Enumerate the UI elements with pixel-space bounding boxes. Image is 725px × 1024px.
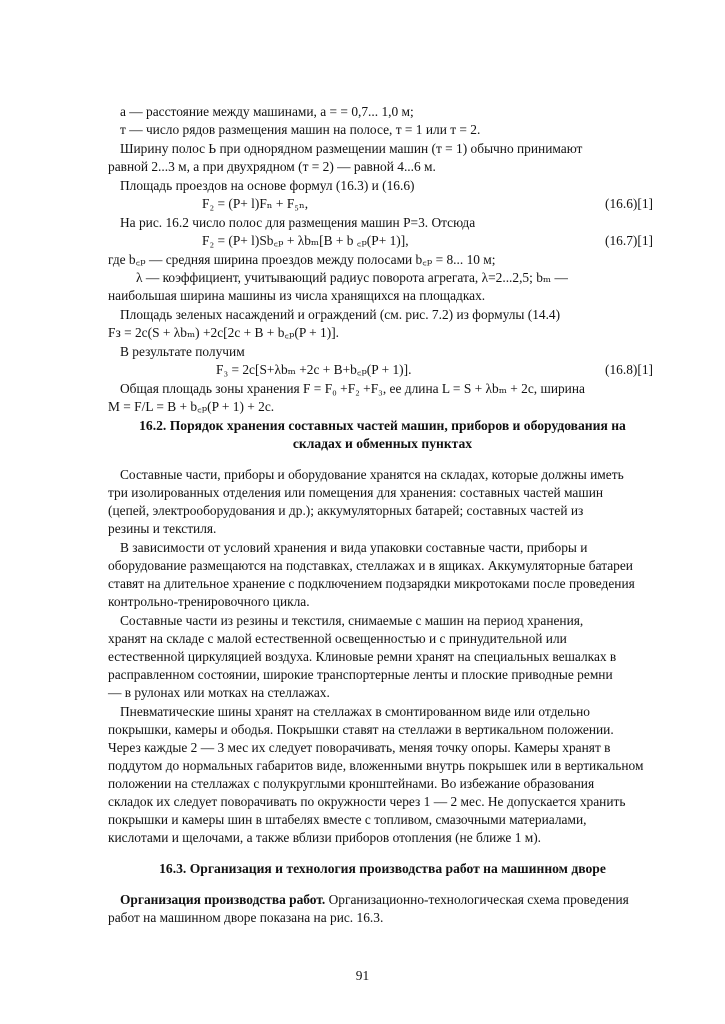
- text-line: В зависимости от условий хранения и вида упаковки составные части, приборы и: [120, 540, 588, 555]
- text-line: Через каждые 2 — 3 мес их следует поворачивать, меняя точку опоры. Камеры хранят в: [108, 740, 611, 755]
- page-number: 91: [355, 968, 370, 983]
- text-line: Площадь проездов на основе формул (16.3) и (16.6): [120, 178, 415, 193]
- text-line: В результате получим: [120, 344, 245, 359]
- text-line: Площадь зеленых насаждений и ограждений (см. рис. 7.2) из формулы (14.4): [120, 307, 561, 322]
- section-heading-16-3: 16.3. Организация и технология производства работ на машинном дворе: [159, 861, 606, 876]
- text-line: наибольшая ширина машины из числа хранящихся на площадках.: [108, 288, 486, 303]
- text-line: складок их следует поворачивать по окружности через 1 — 2 мес. Не допускается хранить: [108, 794, 626, 809]
- text-line: контрольно-тренировочного цикла.: [108, 594, 310, 609]
- text-line: т — число рядов размещения машин на полосе, т = 1 или т = 2.: [120, 122, 481, 137]
- text-line: — в рулонах или мотках на стеллажах.: [108, 685, 330, 700]
- text-line: оборудование размещаются на подставках, стеллажах и в ящиках. Аккумуляторные батареи: [108, 558, 633, 573]
- text-line: кислотами и щелочами, а также вблизи приборов отопления (не ближе 1 м).: [108, 830, 542, 845]
- lead-rest: Организационно-технологическая схема проведения: [325, 892, 629, 907]
- bold-lead: Организация производства работ.: [120, 892, 326, 907]
- text-line: Ширину полос Ь при однорядном размещении машин (т = 1) обычно принимают: [120, 141, 583, 156]
- text-line: поддутом до нормальных габаритов виде, вложенными внутрь покрышек или в вертикальном: [108, 758, 644, 773]
- text-line: Пневматические шины хранят на стеллажах в смонтированном виде или отдельно: [120, 704, 590, 719]
- equation-number: (16.6)[1]: [605, 196, 653, 211]
- text-line: Составные части из резины и текстиля, снимаемые с машин на период хранения,: [120, 613, 584, 628]
- text-line: расправленном состоянии, широкие транспортерные ленты и плоские приводные ремни: [108, 667, 613, 682]
- text-line: Fз = 2c(S + λbₘ) +2c[2c + B + b꜀ₚ(P + 1)].: [108, 325, 339, 340]
- text-line: три изолированных отделения или помещения для хранения: составных частей машин: [108, 485, 604, 500]
- text-line: [0, 891, 725, 909]
- equation-16-6: F₂ = (P+ l)Fₙ + F₅ₙ,: [202, 196, 309, 211]
- text-line: λ — коэффициент, учитывающий радиус поворота агрегата, λ=2...2,5; bₘ —: [136, 270, 568, 285]
- text-line: покрышки и камеры шин в штабелях вместе с топливом, смазочными материалами,: [108, 812, 587, 827]
- text-line: На рис. 16.2 число полос для размещения машин Р=3. Отсюда: [120, 215, 476, 230]
- text-line: хранят на складе с малой естественной освещенностью и с принудительной или: [108, 631, 567, 646]
- text-line: Составные части, приборы и оборудование хранятся на складах, которые должны иметь: [120, 467, 624, 482]
- equation-16-8: F₃ = 2c[S+λbₘ +2c + B+b꜀ₚ(P + 1)].: [216, 362, 412, 377]
- equation-16-7: F₂ = (P+ l)Sb꜀ₚ + λbₘ[B + b ꜀ₚ(P+ 1)],: [202, 233, 409, 248]
- text-line: где b꜀ₚ — средняя ширина проездов между полосами b꜀ₚ = 8... 10 м;: [108, 252, 496, 267]
- section-heading-16-2: 16.2. Порядок хранения составных частей машин, приборов и оборудования на: [139, 418, 626, 433]
- text-line: естественной циркуляцией воздуха. Клиновые ремни хранят на специальных вешалках в: [108, 649, 617, 664]
- text-line: покрышки, камеры и ободья. Покрышки ставят на стеллажи в вертикальном положении.: [108, 722, 614, 737]
- text-line: работ на машинном дворе показана на рис. 16.3.: [108, 910, 384, 925]
- text-line: а — расстояние между машинами, а = = 0,7... 1,0 м;: [120, 104, 414, 119]
- text-line: ставят на длительное хранение с подключением подзарядки микротоками после проведения: [108, 576, 635, 591]
- text-line: положении на стеллажах с полукруглыми кронштейнами. Во избежание образования: [108, 776, 595, 791]
- text-line: (цепей, электрооборудования и др.); аккумуляторных батарей; составных частей из: [108, 503, 584, 518]
- equation-number: (16.8)[1]: [605, 362, 653, 377]
- equation-number: (16.7)[1]: [605, 233, 653, 248]
- section-heading-16-2: складах и обменных пунктах: [292, 436, 473, 451]
- text-line: резины и текстиля.: [108, 521, 217, 536]
- text-line: равной 2...3 м, а при двухрядном (т = 2) — равной 4...6 м.: [108, 159, 436, 174]
- text-line: M = F/L = B + b꜀ₚ(P + 1) + 2c.: [108, 399, 275, 414]
- text-line: Общая площадь зоны хранения F = F₀ +F₂ +F₃, ее длина L = S + λbₘ + 2с, ширина: [120, 381, 585, 396]
